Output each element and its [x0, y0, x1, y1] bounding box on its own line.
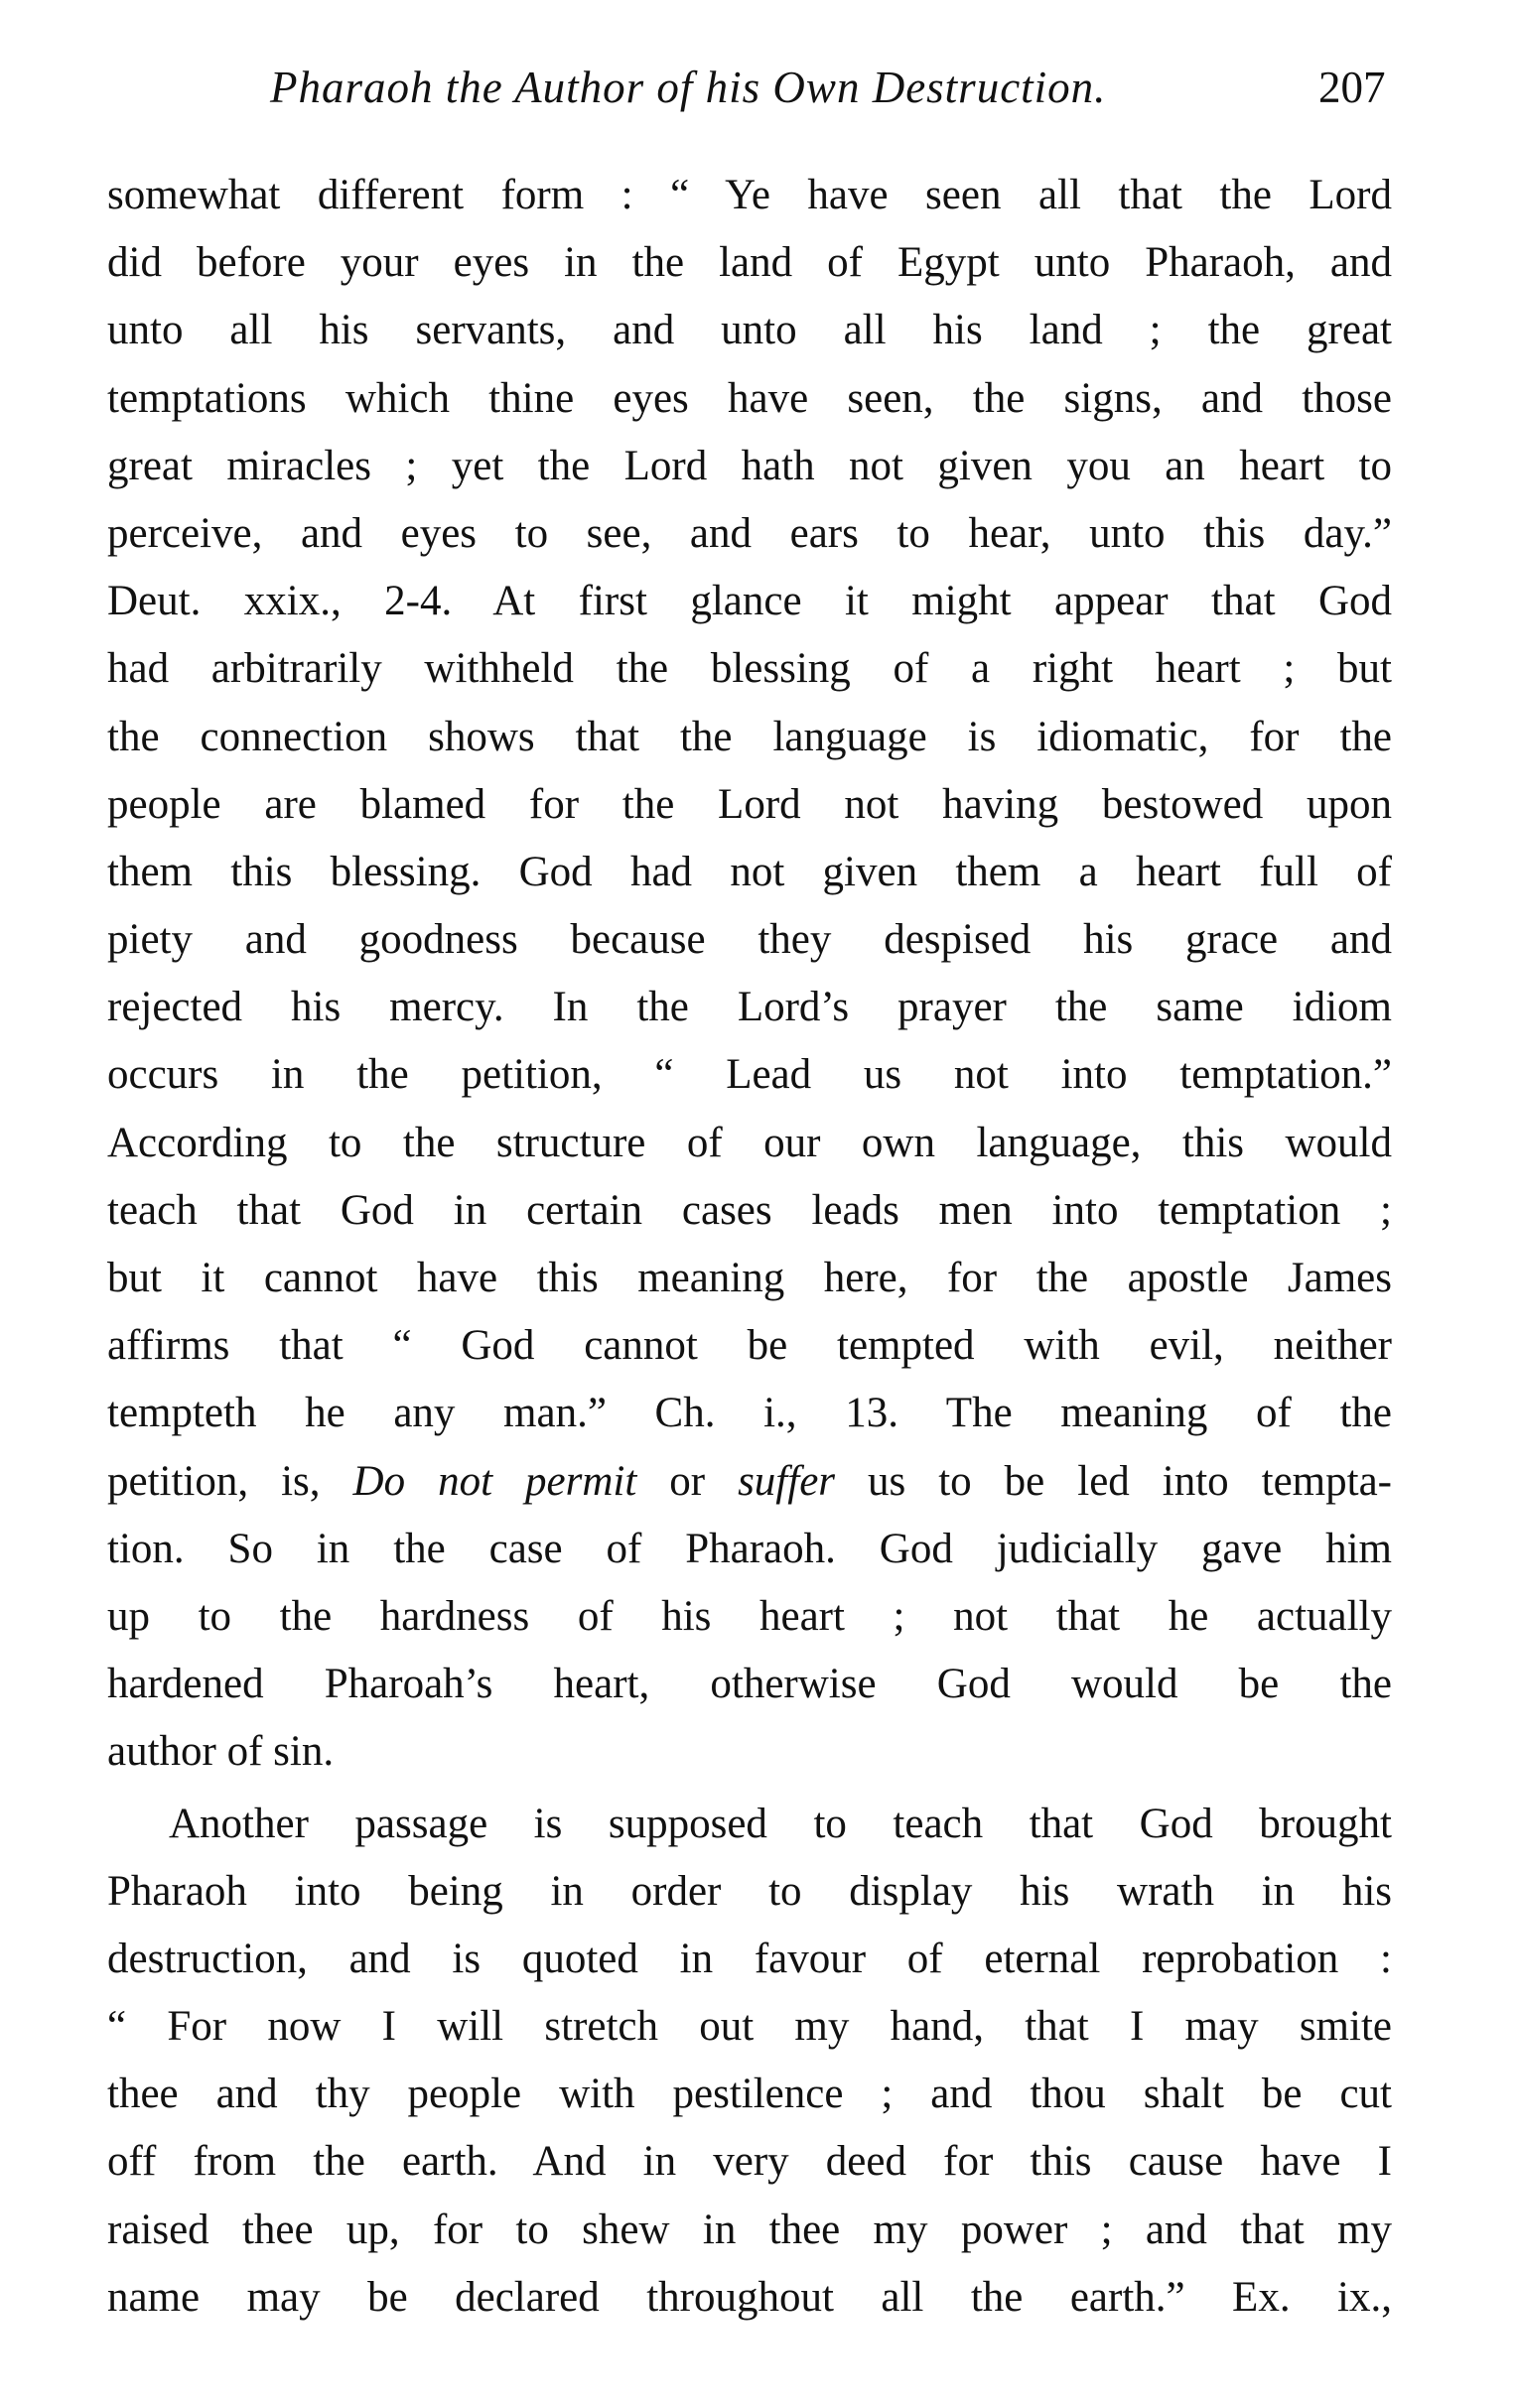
- text-line: tempteth he any man.” Ch. i., 13. The meaning of the: [107, 1390, 1392, 1437]
- italic-word: suffer: [738, 1457, 836, 1505]
- text-line: raised thee up, for to shew in thee my power ; and that my: [107, 2206, 1392, 2253]
- text-line: off from the earth. And in very deed for this cause have I: [107, 2138, 1392, 2186]
- text-line: up to the hardness of his heart ; not that he actually: [107, 1592, 1392, 1640]
- text-line: affirms that “ God cannot be tempted with evil, neither: [107, 1322, 1392, 1370]
- text-line: people are blamed for the Lord not having bestowed upon: [107, 780, 1392, 828]
- text-line-with-italics: [107, 1448, 1392, 1516]
- running-head: [0, 62, 1517, 121]
- text-line: teach that God in certain cases leads men into temptation ;: [107, 1186, 1392, 1234]
- text-segment: petition, is,: [107, 1457, 353, 1505]
- text-line: perceive, and eyes to see, and ears to hear, unto this day.”: [107, 509, 1392, 557]
- text-line: had arbitrarily withheld the blessing of a right heart ; but: [107, 645, 1392, 693]
- body-text: [107, 162, 1392, 2332]
- text-segment: or: [636, 1457, 739, 1505]
- text-line: thee and thy people with pestilence ; and thou shalt be cut: [107, 2071, 1392, 2118]
- text-line: but it cannot have this meaning here, for the apostle James: [107, 1255, 1392, 1301]
- text-line: piety and goodness because they despised his grace and: [107, 916, 1392, 964]
- text-line: the connection shows that the language is idiomatic, for the: [107, 713, 1392, 760]
- text-segment: us to be led into tempta-: [835, 1457, 1392, 1505]
- text-line: “ For now I will stretch out my hand, that I may smite: [107, 2003, 1392, 2051]
- text-line: rejected his mercy. In the Lord’s prayer the same idiom: [107, 984, 1392, 1031]
- text-line: Deut. xxix., 2-4. At first glance it might appear that God: [107, 578, 1392, 625]
- text-line: somewhat different form : “ Ye have seen all that the Lord: [107, 172, 1392, 218]
- italic-phrase: Do not permit: [352, 1457, 637, 1505]
- text-line: destruction, and is quoted in favour of eternal reprobation :: [107, 1935, 1392, 1982]
- running-title: Pharaoh the Author of his Own Destruction.: [270, 63, 1107, 112]
- text-line: name may be declared throughout all the earth.” Ex. ix.,: [107, 2273, 1392, 2321]
- text-line: did before your eyes in the land of Egypt unto Pharaoh, and: [107, 239, 1392, 287]
- text-line: occurs in the petition, “ Lead us not into temptation.”: [107, 1051, 1392, 1099]
- text-line: them this blessing. God had not given them a heart full of: [107, 848, 1392, 895]
- text-line: Pharaoh into being in order to display his wrath in his: [107, 1867, 1392, 1915]
- text-line: According to the structure of our own language, this would: [107, 1119, 1392, 1166]
- text-line: Another passage is supposed to teach that God brought: [169, 1800, 1392, 1847]
- text-line: great miracles ; yet the Lord hath not given you an heart to: [107, 442, 1392, 489]
- page-number: 207: [1318, 63, 1386, 112]
- text-line: author of sin.: [107, 1728, 335, 1776]
- text-line: temptations which thine eyes have seen, the signs, and those: [107, 374, 1392, 422]
- paragraph-2: [107, 1791, 1392, 2333]
- text-line: hardened Pharoah’s heart, otherwise God would be the: [107, 1661, 1392, 1708]
- text-line: unto all his servants, and unto all his land ; the great: [107, 307, 1392, 354]
- text-line: tion. So in the case of Pharaoh. God judicially gave him: [107, 1525, 1392, 1572]
- paragraph-1: [107, 162, 1392, 1787]
